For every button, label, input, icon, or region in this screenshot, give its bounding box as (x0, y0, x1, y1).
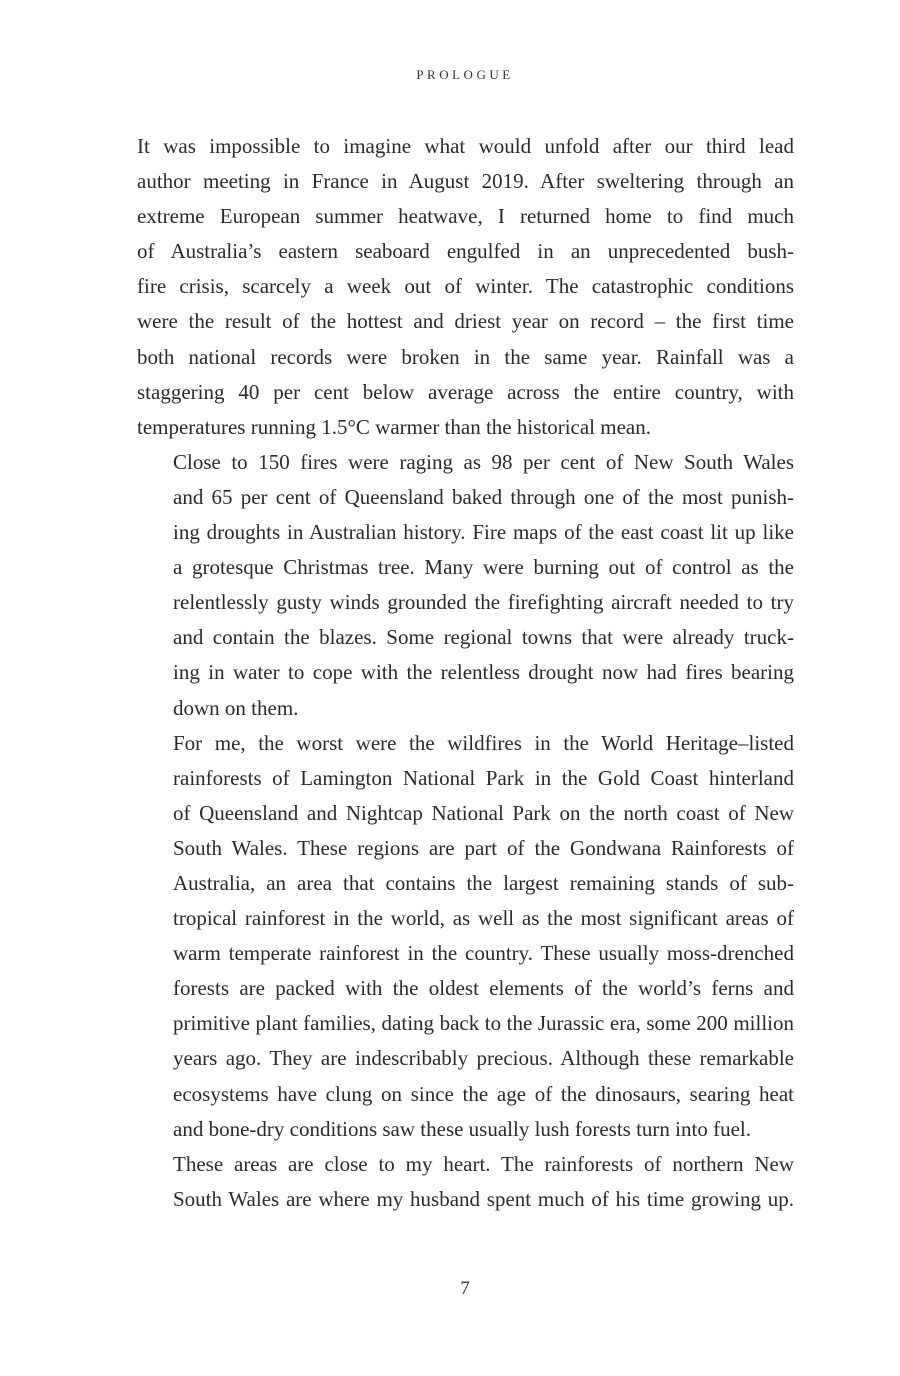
text-line: forests are packed with the oldest elements of the world’s ferns and (173, 976, 794, 1001)
text-line: Australia, an area that contains the largest remaining stands of sub- (173, 870, 794, 895)
text-line: of Australia’s eastern seaboard engulfed in an unprecedented bush- (137, 239, 794, 264)
text-line: ing droughts in Australian history. Fire maps of the east coast lit up like (173, 520, 794, 545)
paragraph-3 (137, 726, 794, 1147)
text-line: author meeting in France in August 2019. After sweltering through an (137, 169, 794, 194)
text-line: warm temperate rainforest in the country. These usually moss-drenched (173, 941, 794, 966)
text-line: extreme European summer heatwave, I returned home to find much (137, 204, 794, 229)
text-line: fire crisis, scarcely a week out of winter. The catastrophic conditions (137, 274, 794, 299)
text-line: tropical rainforest in the world, as well as the most significant areas of (173, 906, 794, 931)
text-line: For me, the worst were the wildfires in the World Heritage–listed (173, 730, 794, 755)
running-head: PROLOGUE (416, 67, 514, 82)
text-line: staggering 40 per cent below average across the entire country, with (137, 379, 794, 404)
text-line: South Wales are where my husband spent much of his time growing up. (173, 1186, 794, 1211)
text-line: years ago. They are indescribably precious. Although these remarkable (173, 1046, 794, 1071)
text-line: ecosystems have clung on since the age of the dinosaurs, searing heat (173, 1081, 794, 1106)
paragraph-1 (137, 129, 794, 445)
text-line: temperatures running 1.5°C warmer than the historical mean. (137, 414, 651, 439)
text-line: and contain the blazes. Some regional towns that were already truck- (173, 625, 794, 650)
paragraph-2 (137, 445, 794, 726)
text-line: a grotesque Christmas tree. Many were burning out of control as the (173, 555, 794, 580)
text-line: primitive plant families, dating back to the Jurassic era, some 200 million (173, 1011, 794, 1036)
text-line: and 65 per cent of Queensland baked through one of the most punish- (173, 484, 794, 509)
text-line: rainforests of Lamington National Park in the Gold Coast hinterland (173, 765, 794, 790)
text-line: and bone-dry conditions saw these usually lush forests turn into fuel. (173, 1116, 751, 1141)
paragraph-4 (137, 1147, 794, 1217)
text-line: relentlessly gusty winds grounded the firefighting aircraft needed to try (173, 590, 794, 615)
text-line: of Queensland and Nightcap National Park on the north coast of New (173, 800, 794, 825)
text-line: ing in water to cope with the relentless drought now had fires bearing (173, 660, 794, 685)
text-line: South Wales. These regions are part of the Gondwana Rainforests of (173, 835, 794, 860)
text-line: It was impossible to imagine what would unfold after our third lead (137, 134, 794, 158)
text-line: Close to 150 fires were raging as 98 per cent of New South Wales (173, 449, 794, 474)
text-line: were the result of the hottest and driest year on record – the first time (137, 309, 794, 334)
body-text (137, 129, 794, 1217)
page-number: 7 (460, 1278, 470, 1299)
text-line: These areas are close to my heart. The rainforests of northern New (173, 1151, 794, 1176)
text-line: both national records were broken in the same year. Rainfall was a (137, 344, 794, 369)
text-line: down on them. (173, 695, 299, 720)
